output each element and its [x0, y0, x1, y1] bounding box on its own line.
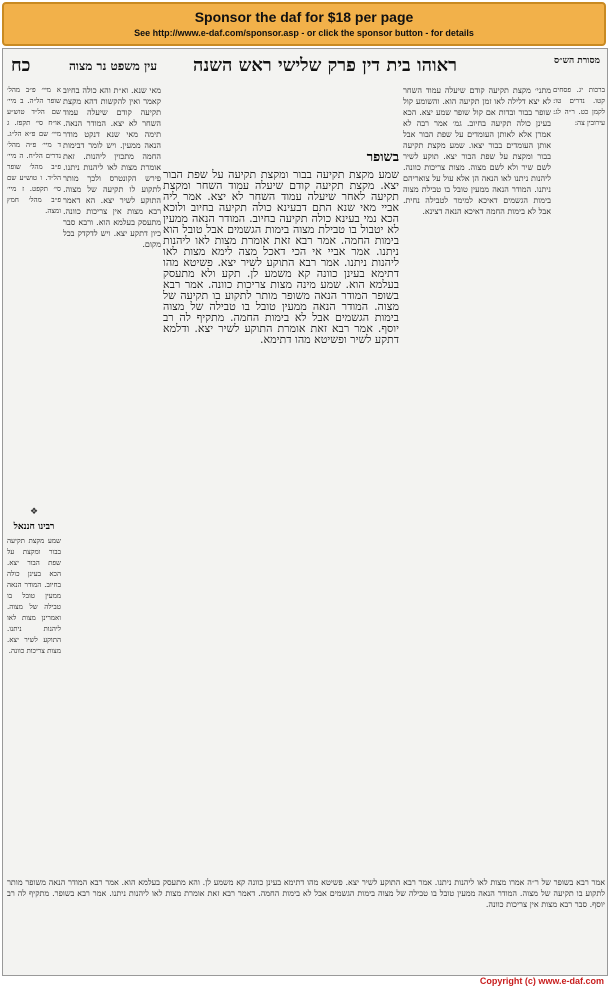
folio-number: כח [11, 55, 31, 76]
masoret-hashas-column [553, 85, 605, 875]
ein-mishpat-column [7, 85, 61, 505]
running-head: ראוהו בית דין פרק שלישי ראש השנה [193, 55, 457, 76]
copyright-link[interactable]: Copyright (c) www.e-daf.com [479, 976, 604, 986]
rashi-text: מתני׳ מקצת תקיעה קודם שיעלה עמוד השחר לא יצא דלילה לאו זמן תקיעה הוא. והשומע קול שופר בבור ובדות אם קול שופר שמע יצא. הכא בעינן כולה תקיעה בחיוב. גמ׳ אמר רבה לא אמרן אלא לאותן העומדים על שפת הבור אבל אותן העומדים בבור יצאו. שמע מקצת תקיעה בבור ומקצת על שפת הבור יצא. תוקע לשיר לשם שיר ולא לשם מצוה. מצות צריכות כוונה. ליהנות ניתנו לאו הנאה הן אלא עול על צואריהם ניתנו. המודר הנאה ממעין טובל בו טבילת מצוה בימות הגשמים דאיכא למימר לטבילה נחית. אבל לא בימות החמה דאיכא הנאה דצינא. [403, 86, 551, 216]
gemara-text: שמע מקצת תקיעה בבור ומקצת תקיעה על שפת הבור יצא. מקצת תקיעה קודם שיעלה עמוד השחר ומקצת תקיעה לאחר שיעלה עמוד השחר לא יצא. אמר ליה אביי מאי שנא התם דבעינא כולה תקיעה בחיוב ולוכא הכא נמי בעינא כולה תקיעה בחיוב. המודר הנאה ממעין לא יטבול בו טבילת מצוה בימות הגשמים אבל טובל הוא בימות החמה. אמר רבא זאת אומרת מצות לאו ליהנות ניתנו. אמר אביי אי הכי דאכל מצה לימא מצות לאו ליהנות ניתנו. אמר רבא התוקע לשיר יצא. פשיטא מהו דתימא בעינן כוונה קא משמע לן. תקע ולא מתעסק בעלמא הוא. שמע מינה מצות צריכות כוונה. אמר רבא בשופר המודר הנאה משופר מותר לתקוע בו תקיעה של מצוה. המודר הנאה ממעין טובל בו טבילה של מצוה בימות הגשמים אבל לא בימות החמה. מתקיף לה רב יוסף. אמר רבא זאת אומרת התוקע לשיר יצא. ודלמא דתקע לשיר ופשיטא מהו דתימא. [163, 168, 399, 346]
masoret-hashas-text: ברכות יג. פסחים קטו. נדרים טו: לקמן כט. ר״ה לג: עירובין צה: [553, 86, 605, 127]
rabenu-chananel-column [7, 519, 61, 879]
chapter-label: עין משפט נר מצוה [69, 59, 158, 73]
gemara-lead-word: בשופר [366, 150, 399, 165]
refs-header: מסורת הש״ס [554, 56, 600, 66]
tosafot-text: מאי שנא. וא״ת והא כולה בחיוב קאמר ואין להקשות דהא מקצת תקיעה קודם שיעלה עמוד השחר לא יצא. המודר הנאה. תימה מאי שנא דנקט מודר הנאה ממעין. ויש לומר דבימות החמה מתכוין ליהנות. זאת אומרת מצות לאו ליהנות ניתנו. פירש הקונטרס ולכך מותר לתקוע לו תקיעה של מצוה. התוקע לשיר יצא. הא דאמר רבא מצות אין צריכות כוונה. מתעסק בעלמא הוא. ורבא סבר כיון דתקע יצא. ויש לדקדק בכל מקום. [63, 86, 161, 249]
tosafot-column [63, 85, 161, 875]
sponsor-banner[interactable] [2, 2, 606, 46]
rabenu-chananel-title: רבינו חננאל [13, 522, 55, 532]
sponsor-subtitle[interactable]: See http://www.e-daf.com/sponsor.asp - or click the sponsor button - for details [134, 28, 474, 38]
bottom-commentary [7, 877, 605, 965]
ornament-divider: ❖ [29, 507, 39, 517]
talmud-page [2, 48, 608, 976]
ein-mishpat-text: א מיי׳ פ״ב מהל׳ שופר הל״ה. ב מיי׳ שם הל״ד טוש״ע או״ח סי׳ תקפז. ג מיי׳ שם פ״א הל״ג. ד מיי׳ פ״ה מהל׳ נדרים הל״ח. ה מיי׳ פ״ב מהל׳ שופר הל״ד. ו טוש״ע שם סי׳ תקפט. ז מיי׳ פ״ב מהל׳ חמץ ומצה. [7, 86, 61, 215]
rabenu-chananel-text: שמע מקצת תקיעה בבור ומקצת על שפת הבור יצא. הכא בעינן כולה בחיוב. המודר הנאה ממעין טובל בו טבילה של מצוה. ואמרינן מצות לאו ליהנות ניתנו. התוקע לשיר יצא. מצות צריכות כוונה. [7, 537, 61, 655]
sponsor-title[interactable]: Sponsor the daf for $18 per page [194, 9, 414, 25]
gemara-column [163, 149, 399, 875]
rashi-column [403, 85, 551, 875]
bottom-commentary-text: אמר רבא בשופר של ר״ה אמרו מצות לאו ליהנות ניתנו. אמר רבא התוקע לשיר יצא. פשיטא מהו דתימא בעינן כוונה קא משמע לן. והא מתעסק בעלמא הוא. אמר רבא המודר הנאה משופר מותר לתקוע בו תקיעה של מצוה. המודר הנאה ממעין טובל בו טבילה של מצוה בימות הגשמים אבל לא בימות החמה. דאמר רבא זאת אומרת מצות לאו ליהנות ניתנו. אמר רבא בשופר. מתקיף לה רב יוסף. סבר רבא מצות אין צריכות כוונה. [7, 878, 605, 909]
